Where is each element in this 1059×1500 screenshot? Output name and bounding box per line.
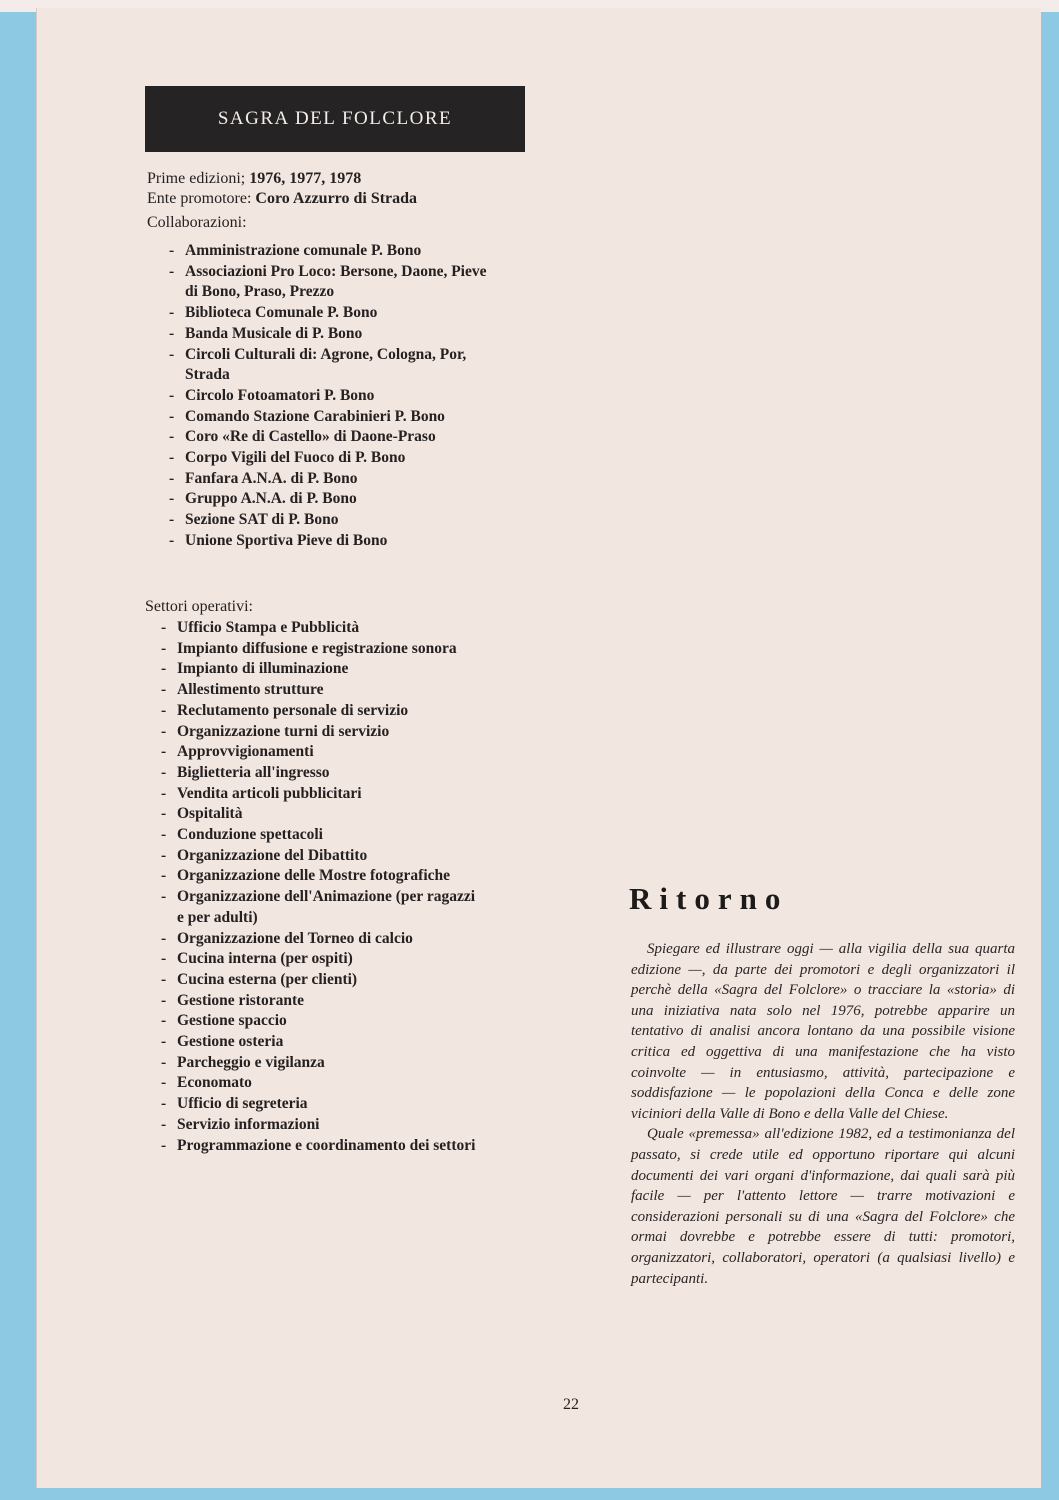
list-item-text: Organizzazione dell'Animazione (per ragazzi e per adulti) [177,888,476,926]
list-item-text: Servizio informazioni [177,1115,320,1133]
list-item [161,887,481,928]
dash-bullet: - [169,304,175,322]
dash-bullet: - [161,970,167,988]
dash-bullet: - [169,407,175,425]
dash-bullet: - [169,262,175,280]
list-item [161,991,481,1012]
list-item [169,386,495,407]
list-item-text: Comando Stazione Carabinieri P. Bono [185,407,445,425]
promoter-value: Coro Azzurro di Strada [255,190,418,207]
list-item [161,825,481,846]
dash-bullet: - [161,1033,167,1051]
list-item [161,846,481,867]
list-item [161,929,481,950]
list-item [161,1073,481,1094]
promoter-line [147,189,417,209]
list-item [169,448,495,469]
dash-bullet: - [161,1012,167,1030]
list-item [161,784,481,805]
dash-bullet: - [161,805,167,823]
banner-title: SAGRA DEL FOLCLORE [217,108,453,129]
list-item [161,722,481,743]
list-item-text: Gruppo A.N.A. di P. Bono [185,490,357,508]
list-item [169,262,495,303]
dash-bullet: - [161,1115,167,1133]
list-item-text: Impianto diffusione e registrazione sonora [177,639,457,657]
list-item-text: Gestione spaccio [177,1012,287,1030]
dash-bullet: - [161,784,167,802]
list-item-text: Impianto di illuminazione [177,660,349,678]
list-item [169,427,495,448]
dash-bullet: - [161,826,167,844]
list-item [161,949,481,970]
dash-bullet: - [161,701,167,719]
dash-bullet: - [161,743,167,761]
dash-bullet: - [161,660,167,678]
editions-label: Prime edizioni; [147,170,246,187]
list-item [161,742,481,763]
list-item [169,407,495,428]
dash-bullet: - [161,639,167,657]
dash-bullet: - [169,511,175,529]
dash-bullet: - [161,929,167,947]
dash-bullet: - [161,681,167,699]
ritorno-title: Ritorno [629,881,789,916]
list-item [169,303,495,324]
list-item [161,866,481,887]
list-item-text: Reclutamento personale di servizio [177,701,409,719]
list-item-text: Ufficio di segreteria [177,1095,308,1113]
dash-bullet: - [161,1095,167,1113]
dash-bullet: - [169,490,175,508]
document-page [36,8,1041,1488]
editions-value: 1976, 1977, 1978 [249,170,362,187]
dash-bullet: - [161,619,167,636]
list-item-text: Coro «Re di Castello» di Daone-Praso [185,428,436,446]
list-item-text: Biglietteria all'ingresso [177,763,330,781]
list-item-text: Parcheggio e vigilanza [177,1053,325,1071]
dash-bullet: - [161,846,167,864]
list-item-text: Fanfara A.N.A. di P. Bono [185,469,358,487]
list-item [169,510,495,531]
dash-bullet: - [161,1053,167,1071]
list-item-text: Ufficio Stampa e Pubblicità [177,619,360,636]
promoter-label: Ente promotore: [147,190,252,207]
settori-heading: Settori operativi: [145,598,253,615]
dash-bullet: - [161,950,167,968]
dash-bullet: - [161,888,167,906]
event-meta [147,169,417,233]
page-number: 22 [563,1396,579,1413]
dash-bullet: - [169,386,175,404]
list-item [161,701,481,722]
list-item [169,531,495,552]
list-item-text: Sezione SAT di P. Bono [185,511,339,529]
list-item-text: Organizzazione turni di servizio [177,722,390,740]
ritorno-paragraph-1: Spiegare ed illustrare oggi — alla vigilia della sua quarta edizione —, da parte dei promotori e degli organizzatori il perchè della «Sagra del Folclore» o tracciare la «storia» di una iniziativa nata solo nel 1976, potrebbe apparire un tentativo di analisi ancora lontano da una possibile visione critica ed oggettiva di una manifestazione che ha visto coinvolte — in entusiasmo, attività, partecipazione e soddisfazione — le popolazioni della Conca e delle zone viciniori della Valle di Bono e della Valle del Chiese. [631,941,1015,1122]
dash-bullet: - [169,428,175,446]
list-item [161,659,481,680]
list-item [161,680,481,701]
dash-bullet: - [161,722,167,740]
list-item-text: Amministrazione comunale P. Bono [185,242,422,259]
list-item-text: Ospitalità [177,805,243,823]
list-item [161,1136,481,1157]
dash-bullet: - [161,867,167,885]
list-item-text: Allestimento strutture [177,681,324,699]
list-item [169,469,495,490]
list-item [169,324,495,345]
list-item-text: Organizzazione del Torneo di calcio [177,929,413,947]
collab-label: Collaborazioni: [147,214,247,231]
list-item-text: Organizzazione del Dibattito [177,846,368,864]
list-item [169,489,495,510]
list-item-text: Corpo Vigili del Fuoco di P. Bono [185,449,406,467]
list-item [161,1053,481,1074]
list-item-text: Biblioteca Comunale P. Bono [185,304,378,322]
dash-bullet: - [161,763,167,781]
list-item-text: Programmazione e coordinamento dei settori [177,1136,476,1154]
list-item [161,970,481,991]
list-item [161,618,481,639]
list-item-text: Gestione ristorante [177,991,304,1009]
dash-bullet: - [169,242,175,259]
dash-bullet: - [169,531,175,549]
list-item-text: Gestione osteria [177,1033,284,1051]
list-item-text: Conduzione spettacoli [177,826,323,844]
ritorno-paragraph-2: Quale «premessa» all'edizione 1982, ed a testimonianza del passato, si crede utile ed opportuno riportare qui alcuni documenti dei vari organi d'informazione, dai quali sarà più facile — per l'attento lettore — trarre motivazioni e considerazioni personali su di una «Sagra del Folclore» che ormai dovrebbe e potrebbe essere di tutti: promotori, organizzatori, collaboratori, operatori (a qualsiasi livello) e partecipanti. [631,1126,1015,1287]
list-item-text: Cucina interna (per ospiti) [177,950,353,968]
list-item [161,1115,481,1136]
list-item [169,241,495,262]
list-item-text: Associazioni Pro Loco: Bersone, Daone, Pieve di Bono, Praso, Prezzo [185,262,487,301]
list-item [169,345,495,386]
list-item [161,639,481,660]
list-item [161,763,481,784]
ritorno-article [631,939,1015,1289]
list-item-text: Circoli Culturali di: Agrone, Cologna, Por, Strada [185,345,467,384]
dash-bullet: - [169,324,175,342]
dash-bullet: - [161,1136,167,1154]
dash-bullet: - [161,991,167,1009]
list-item-text: Organizzazione delle Mostre fotografiche [177,867,451,885]
list-item-text: Banda Musicale di P. Bono [185,324,363,342]
collaborazioni-list [169,241,495,552]
list-item-text: Unione Sportiva Pieve di Bono [185,531,388,549]
list-item-text: Cucina esterna (per clienti) [177,970,358,988]
editions-line [147,169,417,189]
dash-bullet: - [169,449,175,467]
list-item [161,1011,481,1032]
list-item-text: Approvvigionamenti [177,743,314,761]
list-item [161,1094,481,1115]
settori-list [161,618,481,1156]
dash-bullet: - [169,345,175,363]
list-item-text: Economato [177,1074,252,1092]
dash-bullet: - [161,1074,167,1092]
list-item-text: Vendita articoli pubblicitari [177,784,362,802]
list-item [161,804,481,825]
list-item [161,1032,481,1053]
list-item-text: Circolo Fotoamatori P. Bono [185,386,375,404]
section-banner [145,86,525,152]
dash-bullet: - [169,469,175,487]
